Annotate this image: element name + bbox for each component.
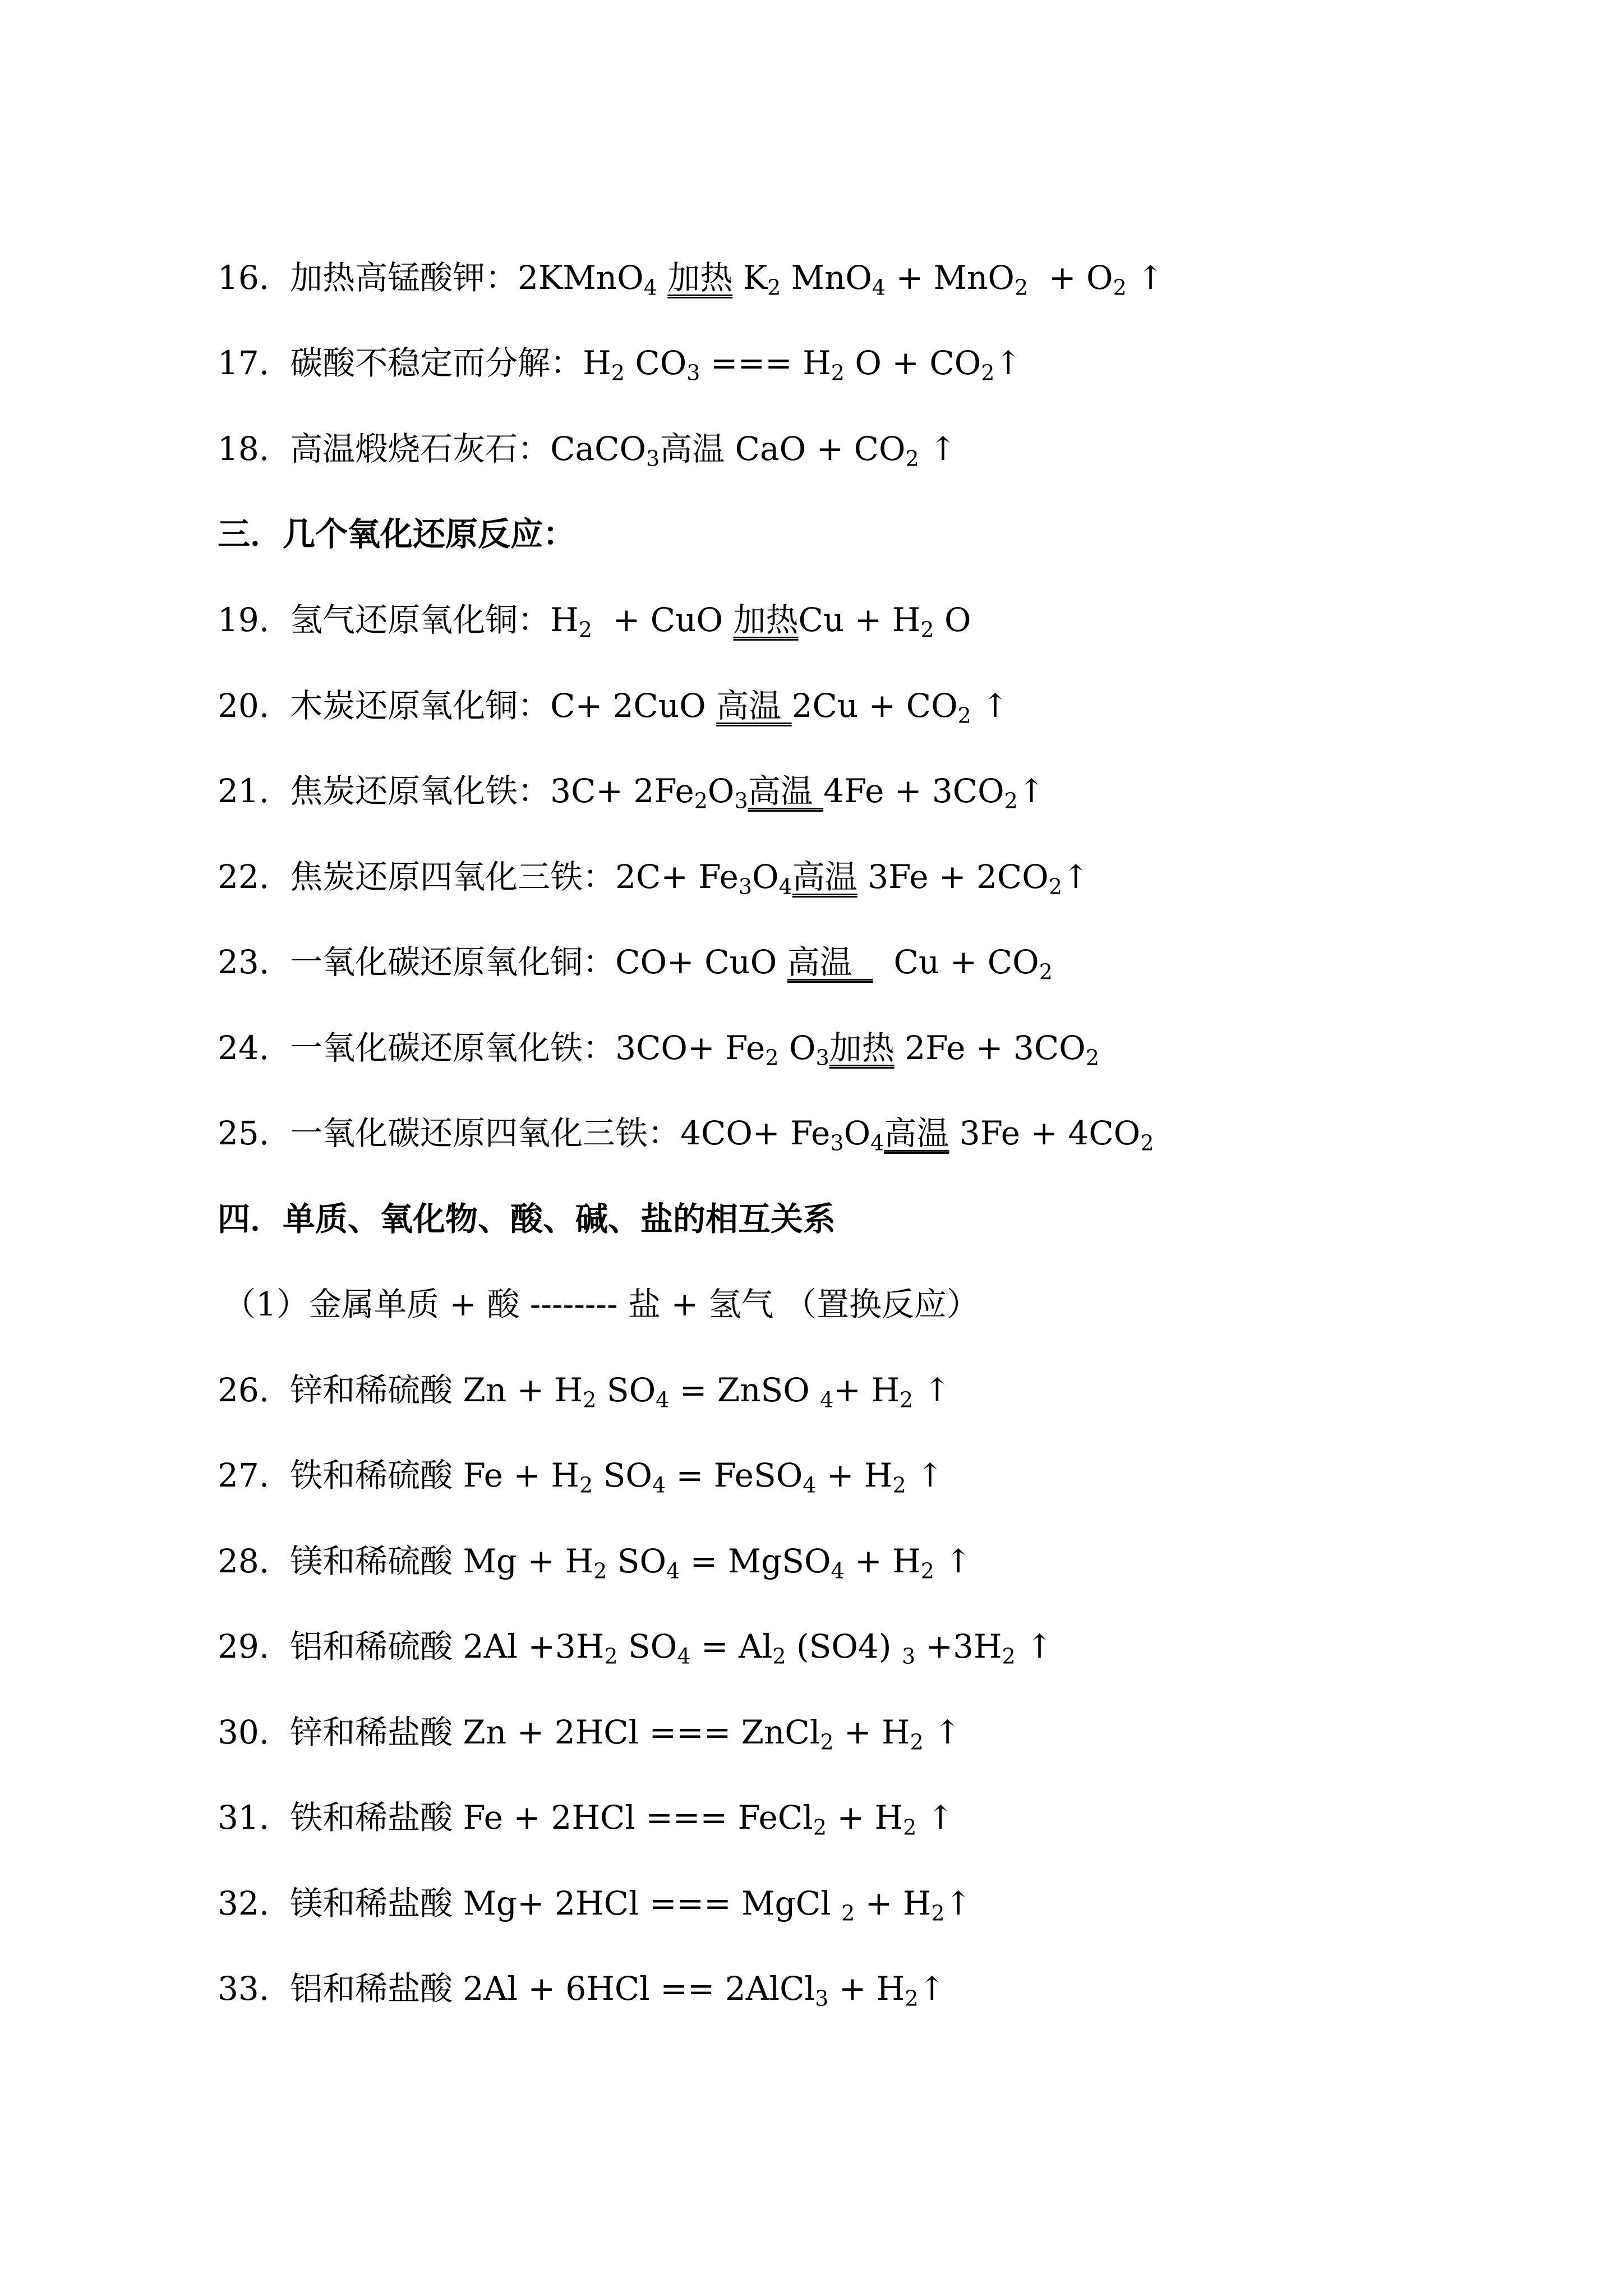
text-run: SO [596,1371,656,1409]
text-run: O [752,858,779,896]
text-run: 23. 一氧化碳还原氧化铜：CO+ CuO [218,943,787,981]
text-run: 高温 CaO + CO [660,430,906,468]
subscript: 2 [1002,1644,1016,1669]
reaction-condition: 加热 [733,601,799,639]
text-run: SO [593,1456,652,1494]
text-run: = MgSO [680,1542,831,1580]
text-run [657,259,667,297]
text-run: （1）金属单质 + 酸 -------- 盐 + 氢气 （置换反应） [223,1285,979,1323]
text-run: ↑ [1126,259,1164,297]
section-heading-redox [218,512,575,556]
text-run: ↑ [906,1456,944,1494]
equation-line-26 [218,1368,951,1412]
text-run: ↑ [913,1371,951,1409]
equation-line-21 [218,769,1045,813]
subscript: 2 [841,1901,855,1926]
text-run: ↑ [919,430,957,468]
equation-line-31 [218,1795,954,1840]
text-run: Cu + CO [873,943,1039,981]
equation-line-23 [218,940,1053,984]
text-run: 26. 锌和稀硫酸 Zn + H [218,1371,583,1409]
subscript: 2 [981,360,995,385]
text-run: + O [1028,259,1113,297]
subscript: 4 [677,1644,691,1669]
subscript: 2 [593,1558,607,1584]
subscript: 4 [652,1473,666,1498]
text-run: 22. 焦炭还原四氧化三铁：2C+ Fe [218,858,739,896]
subscript: 2 [813,1815,827,1840]
subscript: 3 [901,1644,916,1669]
text-run: 24. 一氧化碳还原氧化铁：3CO+ Fe [218,1029,766,1067]
subscript: 2 [905,446,919,471]
subscript: 2 [1039,959,1053,984]
subscript: 2 [767,275,781,300]
text-run: 18. 高温煅烧石灰石：CaCO [218,430,646,468]
subscript: 2 [892,1473,906,1498]
text-run: O + CO [844,344,981,382]
subscript: 2 [578,617,592,642]
subscript: 4 [803,1473,817,1498]
subscript: 2 [820,1729,834,1755]
equation-line-29 [218,1624,1053,1669]
text-run: + H [833,1713,910,1751]
text-run: SO [607,1542,667,1580]
text-run: ↑ [1062,858,1090,896]
text-run: ↑ [944,1884,972,1922]
subscript: 3 [830,1130,844,1156]
text-run: 16. 加热高锰酸钾：2KMnO [218,259,644,297]
text-run: 20. 木炭还原氧化铜：C+ 2CuO [218,687,717,725]
subscript: 2 [772,1644,786,1669]
text-run: 27. 铁和稀硫酸 Fe + H [218,1456,579,1494]
subscript: 2 [905,1986,919,2011]
subscript: 2 [765,1045,779,1070]
subscript: 4 [666,1558,680,1584]
subscript: 2 [1048,874,1063,899]
subscript: 2 [1085,1045,1099,1070]
text-run: = Al [690,1627,773,1665]
text-run: (SO4) [786,1627,902,1665]
reaction-condition: 高温 [792,858,857,896]
equation-line-27 [218,1453,944,1498]
subsection-heading-metal-acid [223,1282,979,1327]
reaction-condition: 高温 [716,687,792,725]
text-run: 21. 焦炭还原氧化铁：3C+ 2Fe [218,772,694,810]
subscript: 2 [583,1387,597,1412]
text-run: 3Fe + 2CO [857,858,1049,896]
section-heading-relations [218,1197,836,1241]
subscript: 2 [957,703,971,728]
text-run: ↑ [916,1798,955,1837]
text-run: + H [828,1970,905,2008]
text-run: + H [816,1456,893,1494]
text-run: 2Cu + CO [791,687,958,725]
text-run: 28. 镁和稀硫酸 Mg + H [218,1542,594,1580]
subscript: 4 [643,275,657,300]
text-run: = FeSO [666,1456,803,1494]
equation-line-19 [218,597,971,642]
text-run: ↑ [934,1542,972,1580]
subscript: 2 [579,1473,593,1498]
text-run: +3H [915,1627,1002,1665]
subscript: 4 [778,874,792,899]
text-run: + CuO [592,601,734,639]
text-run: + H [833,1371,900,1409]
reaction-condition: 加热 [667,259,733,297]
subscript: 2 [920,1558,934,1584]
text-run: CO [624,344,687,382]
text-run: ↑ [918,1970,946,2008]
text-run: 33. 铝和稀盐酸 2Al + 6HCl == 2AlCl [218,1970,815,2008]
text-run: 17. 碳酸不稳定而分解：H [218,344,611,382]
text-run: ↑ [971,687,1009,725]
subscript: 3 [738,874,753,899]
text-run: 四．单质、氧化物、酸、碱、盐的相互关系 [218,1200,836,1238]
reaction-condition: 高温 [884,1114,949,1152]
text-run: 2Fe + 3CO [894,1029,1086,1067]
subscript: 4 [831,1558,845,1584]
subscript: 2 [831,360,845,385]
text-run: 29. 铝和稀硫酸 2Al +3H [218,1627,605,1665]
text-run: + H [827,1798,903,1837]
subscript: 4 [870,1130,884,1156]
subscript: 3 [815,1986,829,2011]
subscript: 2 [910,1729,924,1755]
subscript: 2 [920,617,934,642]
equation-line-24 [218,1025,1099,1070]
text-run: O [843,1114,871,1152]
text-run: 25. 一氧化碳还原四氧化三铁：4CO+ Fe [218,1114,831,1152]
text-run: SO [617,1627,677,1665]
subscript: 2 [900,1387,914,1412]
text-run: 3Fe + 4CO [949,1114,1141,1152]
subscript: 3 [815,1045,829,1070]
text-run: 30. 锌和稀盐酸 Zn + 2HCl === ZnCl [218,1713,820,1751]
reaction-condition: 加热 [829,1029,895,1067]
subscript: 3 [734,788,748,813]
text-run: MnO [781,259,872,297]
equation-line-28 [218,1539,972,1584]
text-run: K [732,259,768,297]
equation-line-18 [218,426,957,471]
equation-line-25 [218,1111,1154,1156]
equation-line-20 [218,683,1009,728]
equation-line-32 [218,1881,972,1926]
text-run: 31. 铁和稀盐酸 Fe + 2HCl === FeCl [218,1798,813,1837]
text-run: ↑ [994,344,1022,382]
subscript: 4 [820,1387,834,1412]
text-run: 三．几个氧化还原反应： [218,515,576,553]
subscript: 3 [646,446,660,471]
equation-line-16 [218,255,1164,300]
text-run: + H [855,1884,932,1922]
equation-line-17 [218,341,1022,385]
subscript: 2 [611,360,625,385]
subscript: 2 [931,1901,945,1926]
text-run: O [778,1029,816,1067]
subscript: 2 [1113,275,1127,300]
text-run: = ZnSO [669,1371,820,1409]
text-run: O [934,601,971,639]
subscript: 2 [1004,788,1018,813]
subscript: 2 [1014,275,1029,300]
reaction-condition: 高温 [787,943,873,981]
subscript: 2 [604,1644,618,1669]
equation-line-30 [218,1710,961,1755]
text-run: O [707,772,735,810]
subscript: 3 [686,360,700,385]
text-run: + H [844,1542,921,1580]
text-run: === H [700,344,831,382]
text-run: 4Fe + 3CO [823,772,1004,810]
subscript: 2 [903,1815,917,1840]
subscript: 4 [872,275,886,300]
text-run: Cu + H [798,601,921,639]
text-run: 19. 氢气还原氧化铜：H [218,601,579,639]
subscript: 2 [1140,1130,1154,1156]
text-run: ↑ [923,1713,961,1751]
text-run: ↑ [1017,772,1045,810]
equation-line-33 [218,1966,946,2011]
text-run: + MnO [886,259,1015,297]
subscript: 2 [694,788,708,813]
equation-line-22 [218,854,1090,899]
reaction-condition: 高温 [748,772,824,810]
text-run: ↑ [1015,1627,1053,1665]
text-run: 32. 镁和稀盐酸 Mg+ 2HCl === MgCl [218,1884,842,1922]
subscript: 4 [656,1387,670,1412]
